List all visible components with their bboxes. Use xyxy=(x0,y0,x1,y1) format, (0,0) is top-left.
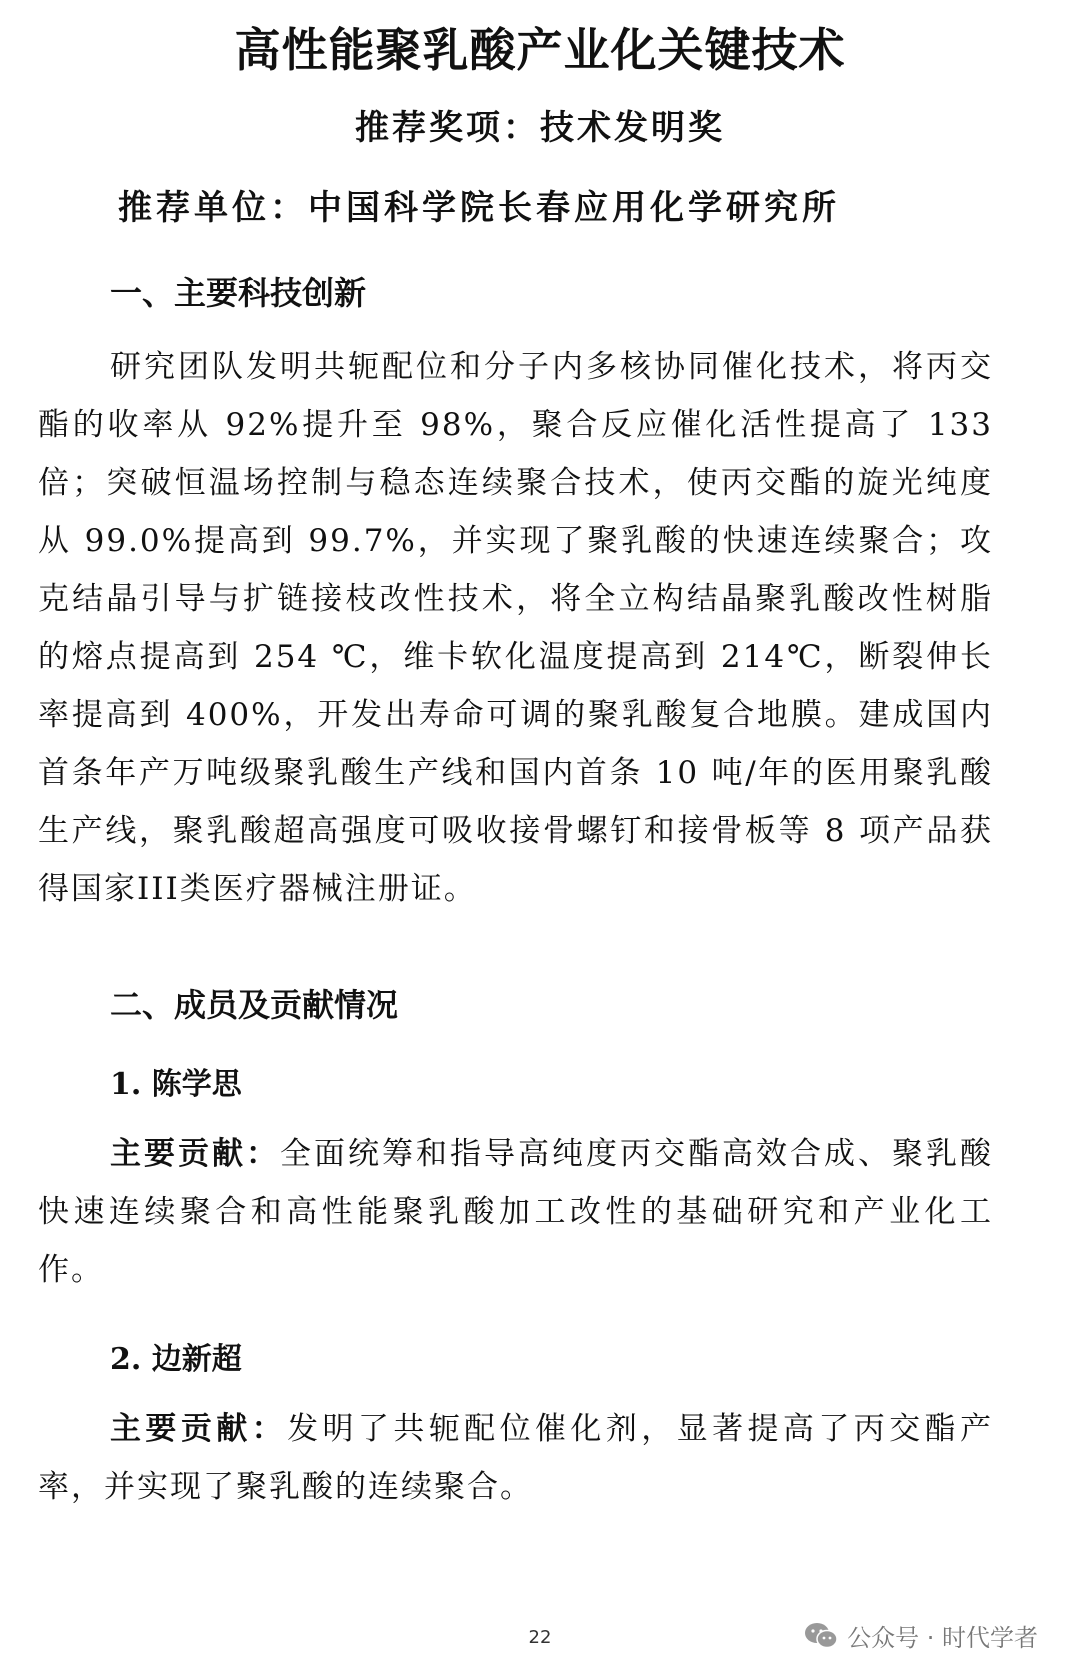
member-contribution xyxy=(38,1125,993,1299)
watermark xyxy=(803,1618,1038,1653)
document-title: 高性能聚乳酸产业化关键技术 xyxy=(234,23,846,77)
contribution-text: 全面统筹和指导高纯度丙交酯高效合成、聚乳酸快速连续聚合和高性能聚乳酸加工改性的基础研究和产业化工作。 xyxy=(38,1136,993,1288)
wechat-icon xyxy=(803,1621,839,1651)
watermark-text: 公众号 · 时代学者 xyxy=(847,1624,1038,1652)
award-category: 推荐奖项：技术发明奖 xyxy=(355,108,725,148)
section-heading-members: 二、成员及贡献情况 xyxy=(110,986,399,1024)
contribution-label: 主要贡献： xyxy=(110,1136,280,1172)
section-heading-innovation: 一、主要科技创新 xyxy=(110,274,367,312)
innovation-paragraph: 研究团队发明共轭配位和分子内多核协同催化技术，将丙交酯的收率从 92%提升至 98%，聚合反应催化活性提高了 133 倍；突破恒温场控制与稳态连续聚合技术，使丙交酯的旋光纯度从 99.0%提高到 99.7%，并实现了聚乳酸的快速连续聚合；攻克结晶引导与扩链接枝改性技术，将全立构结晶聚乳酸改性树脂的熔点提高到 254 ℃，维卡软化温度提高到 214℃，断裂伸长率提高到 400%，开发出寿命可调的聚乳酸复合地膜。建成国内首条年产万吨级聚乳酸生产线和国内首条 10 吨/年的医用聚乳酸生产线，聚乳酸超高强度可吸收接骨螺钉和接骨板等 8 项产品获得国家III类医疗器械注册证。 xyxy=(38,349,993,907)
contribution-label: 主要贡献： xyxy=(110,1411,288,1447)
contribution-text: 发明了共轭配位催化剂，显著提高了丙交酯产率，并实现了聚乳酸的连续聚合。 xyxy=(38,1411,994,1505)
member-name: 2. 边新超 xyxy=(110,1342,242,1377)
member-name: 1. 陈学思 xyxy=(110,1067,242,1102)
recommending-unit: 推荐单位：中国科学院长春应用化学研究所 xyxy=(118,188,840,228)
member-contribution xyxy=(38,1400,993,1516)
page-number: 22 xyxy=(528,1627,552,1648)
